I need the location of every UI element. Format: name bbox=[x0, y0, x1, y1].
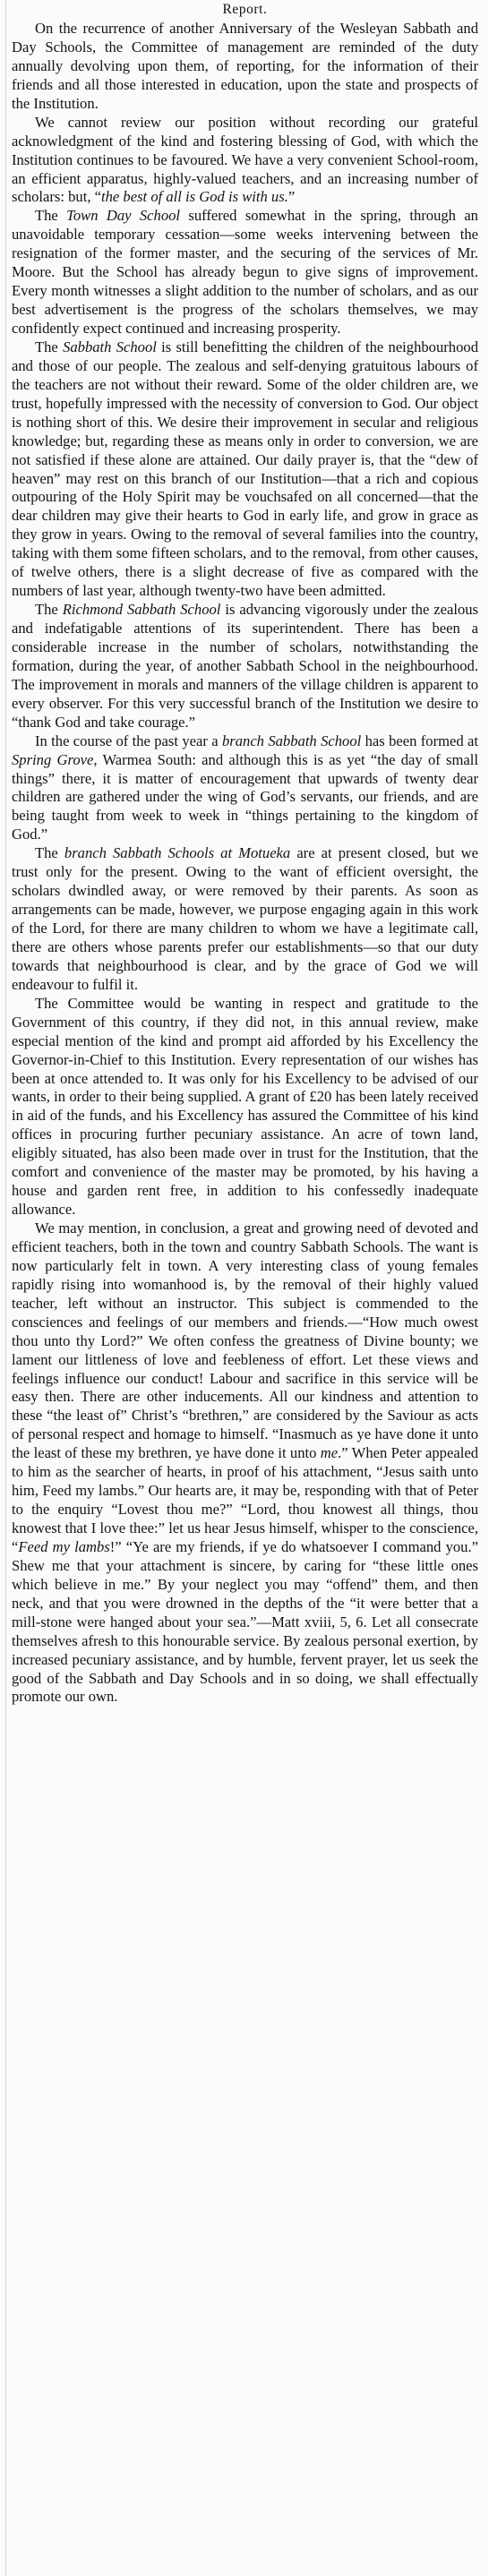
text-run: The Committee would be wanting in respect and gratitude to the Government of this country, if they did not, in this annual review, make especial mention of the kind and prompt aid afforded by his Excellency the Governor-in-Chief to this Institution. Every representation of our wishes has been at once attended to. It was only for his Excellency to be advised of our wants, in order to their being supplied. A grant of £20 has been lately received in aid of the funds, and his Excellency has assured the Committee of his kind offices in procuring further pecuniary assistance. An acre of town land, eligibly situated, has also been made over in trust for the Institution, that the comfort and convenience of the master may be promoted, by his having a house and garden rent free, in addition to his confessedly inadequate allowance. bbox=[12, 994, 478, 1219]
report-title: Report. bbox=[222, 2, 268, 17]
text-run: The bbox=[35, 601, 63, 619]
text-run: suffered somewhat in the spring, through an unavoidable temporary cessation—some weeks intervening between the resignation of the former master, and the securing of the services of Mr. Moore. But the School has already begun to give signs of improvement. Every month witnesses a slight addition to the number of scholars, and as our best advertisement is the progress of the scholars themselves, we may confidently expect continued and increasing prosperity. bbox=[12, 207, 478, 337]
italic-quote: Feed my lambs bbox=[18, 1537, 110, 1555]
paragraph-conclusion bbox=[12, 1220, 478, 1707]
text-run: The bbox=[35, 338, 64, 355]
italic-heading: Sabbath School bbox=[63, 338, 157, 355]
text-run: ” bbox=[287, 188, 296, 206]
italic-heading: branch Sabbath School bbox=[221, 732, 362, 749]
paragraph-government bbox=[12, 995, 478, 1220]
text-run: , Warmea South: and although this is as yet “the day of small things” there, it is matter of encouragement that upwards of twenty dear children are gathered under the wing of God’s servants, our friends, and are being taught from week to week in “things pertaining to the kingdom of God.” bbox=[12, 750, 478, 843]
paragraph-sabbath-school bbox=[12, 338, 478, 601]
text-run: is still benefitting the children of the neighbourhood and those of our people. The zealous and self-denying gratuitous labours of the teachers are not without their reward. Some of the older children are, we trust, hopefully impressed with the necessity of conversion to God. Our object is nothing short of this. We desire their improvement in secular and religious knowledge; but, regarding these as means only in order to conversion, we are not satisfied if these alone are attained. Our daily prayer is, that the “dew of heaven” may rest on this branch of our Institution—that a rich and copious outpouring of the Holy Spirit may be vouchsafed on all concerned—that the dear children may give their hearts to God in early life, and grow in grace as they grow in years. Owing to the removal of several families into the country, taking with them some fifteen scholars, and to the removal, from other causes, of twelve others, there is a slight decrease of five as compared with the numbers of last year, although twenty-two have been admitted. bbox=[12, 338, 478, 600]
text-run: has been formed at bbox=[361, 732, 478, 749]
italic-place: Spring Grove bbox=[12, 750, 94, 768]
paragraph-intro bbox=[12, 20, 478, 114]
text-run: In the course of the past year a bbox=[35, 732, 222, 749]
paragraph-spring-grove bbox=[12, 732, 478, 845]
paragraph-town-day-school bbox=[12, 207, 478, 338]
text-run: We cannot review our position without recording our grateful acknowledgment of the kind and fostering blessing of God, with which the Institution continues to be favoured. We have a very convenient School-room, an efficient apparatus, highly-valued teachers, and an increasing number of scholars: but, “ bbox=[12, 113, 478, 206]
italic-quote: the best of all is God is with us. bbox=[101, 188, 288, 206]
italic-heading: Richmond Sabbath School bbox=[62, 601, 221, 619]
italic-heading: Town Day School bbox=[66, 207, 181, 225]
text-run: !” “Ye are my friends, if ye do whatsoever I command you.” Shew me that your attachment is sincere, by caring for “these little ones which believe in me.” By your neglect you may “offend” them, and then neck, and that you were drowned in the depths of the “it were better that a mill-stone were hanged about your sea.”—Matt xviii, 5, 6. Let all consecrate themselves afresh to this honourable service. By zealous personal exertion, by increased pecuniary assistance, and by humble, fervent prayer, let us seek the good of the Sabbath and Day Schools and in so doing, we shall effectually promote our own. bbox=[12, 1537, 478, 1706]
text-run: The bbox=[35, 207, 67, 225]
paragraph-motueka bbox=[12, 844, 478, 995]
text-run: are at present closed, but we trust only for the present. Owing to the want of efficient oversight, the scholars dwindled away, or were removed by their parents. As soon as arrangements can be made, however, we purpose engaging again in this work of the Lord, for there are many children to whom we have a legitimate call, there are others whose parents prefer our establishments—so that our duty towards that neighbourhood is clear, and by the grace of God we will endeavour to fulfil it. bbox=[12, 844, 479, 993]
text-run: is advancing vigorously under the zealous and indefatigable attentions of its superintendent. There has been a considerable increase in the number of scholars, notwithstanding the formation, during the year, of another Sabbath School in the neighbourhood. The improvement in morals and manners of the village children is apparent to every observer. For this very successful branch of the Institution we desire to “thank God and take courage.” bbox=[12, 601, 479, 731]
text-run: .” When Peter appealed to him as the searcher of hearts, in proof of his attachment, “Jesus saith unto him, Feed my lambs.” Our hearts are, it may be, responding with that of Peter to the enquiry “Lovest thou me?” “Lord, thou knowest all things, thou knowest that I love thee:” let us hear Jesus himself, whisper to the conscience, “ bbox=[12, 1444, 478, 1555]
text-run: On the recurrence of another Anniversary of the Wesleyan Sabbath and Day Schools, the Committee of management are reminded of the duty annually devolving upon them, of reporting, for the information of their friends and all those interested in education, upon the state and prospects of the Institution. bbox=[12, 20, 478, 112]
italic-heading: branch Sabbath Schools at Motueka bbox=[64, 844, 291, 862]
paragraph-richmond-school bbox=[12, 601, 478, 732]
italic-word: me bbox=[320, 1444, 339, 1462]
text-run: We may mention, in conclusion, a great and growing need of devoted and efficient teachers, both in the town and country Sabbath Schools. The want is now particularly felt in town. A very interesting class of young females rapidly rising into womanhood is, by the removal of their highly valued teacher, left without an instructor. This subject is commended to the consciences and feelings of our members and friends.—“How much owest thou unto thy Lord?” We often confess the greatness of Divine bounty; we lament our littleness of love and feebleness of effort. Let these views and feelings influence our conduct! Labour and sacrifice in this service will be easy then. There are other inducements. All our kindness and attention to these “the least of” Christ’s “brethren,” are considered by the Saviour as acts of personal respect and homage to himself. “Inasmuch as ye have done it unto the least of these my brethren, ye have done it unto bbox=[12, 1220, 478, 1462]
text-run: The bbox=[35, 844, 64, 862]
paragraph-blessing bbox=[12, 114, 478, 208]
